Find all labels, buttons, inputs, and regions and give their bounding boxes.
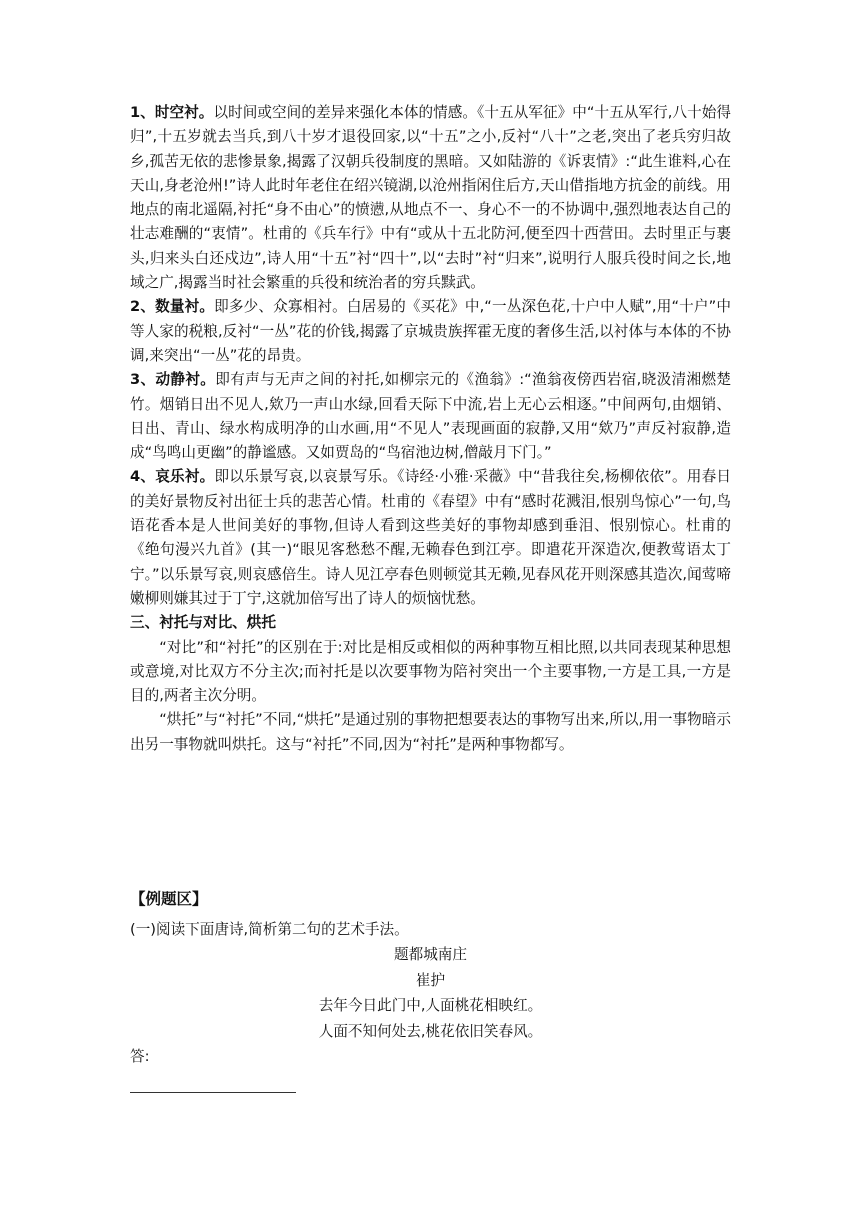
section-heading: 3、动静衬。 (130, 371, 216, 389)
section-text: 即有声与无声之间的衬托,如柳宗元的《渔翁》:“渔翁夜傍西岩宿,晓汲清湘燃楚竹。烟销日出不见人,欸乃一声山水绿,回看天际下中流,岩上无心云相逐。”中间两句,由烟销、日出、青山、绿水构成明净的山水画,用“不见人”表现画面的寂静,又用“欸乃”声反衬寂静,造成“鸟鸣山更幽”的静谧感。又如贾岛的“鸟宿池边树,僧敲月下门。” (130, 371, 731, 462)
poem-line-2: 人面不知何处去,桃花依旧笑春风。 (318, 1022, 543, 1040)
example-question: (一)阅读下面唐诗,简析第二句的艺术手法。 (130, 920, 409, 938)
section-text: 即以乐景写哀,以哀景写乐。《诗经·小雅·采薇》中“昔我往矣,杨柳依依”。用春日的美好景物反衬出征士兵的悲苦心情。杜甫的《春望》中有“感时花溅泪,恨别鸟惊心”一句,鸟语花香本是人世间美好的事物,但诗人看到这些美好的事物却感到垂泪、恨别惊心。杜甫的《绝句漫兴九首》(其一)“眼见客愁愁不醒,无赖春色到江亭。即遣花开深造次,便教莺语太丁宁。”以乐景写哀,则哀感倍生。诗人见江亭春色则顿觉其无赖,见春风花开则深感其造次,闻莺啼嫩柳则嫌其过于丁宁,这就加倍写出了诗人的烦恼忧愁。 (130, 468, 731, 607)
part3-paragraph-2: “烘托”与“衬托”不同,“烘托”是通过别的事物把想要表达的事物写出来,所以,用一事物暗示出另一事物就叫烘托。这与“衬托”不同,因为“衬托”是两种事物都写。 (130, 711, 731, 753)
section-heading: 2、数量衬。 (130, 298, 215, 316)
example-title: 【例题区】 (130, 890, 208, 908)
poem-title: 题都城南庄 (394, 946, 467, 963)
section-heading: 4、哀乐衬。 (130, 468, 215, 486)
poem-author: 崔护 (415, 971, 446, 989)
section-1 (130, 101, 731, 295)
section-2 (130, 295, 731, 368)
section-text: 以时间或空间的差异来强化本体的情感。《十五从军征》中“十五从军行,八十始得归”,十五岁就去当兵,到八十岁才退役回家,以“十五”之小,反衬“八十”之老,突出了老兵穷归故乡,孤苦无依的悲惨景象,揭露了汉朝兵役制度的黑暗。又如陆游的《诉衷情》:“此生谁料,心在天山,身老沧州!”诗人此时年老住在绍兴镜湖,以沧州指闲住后方,天山借指地方抗金的前线。用地点的南北遥隔,衬托“身不由心”的愤懑,从地点不一、身心不一的不协调中,强烈地表达自己的壮志难酬的“衷情”。杜甫的《兵车行》中有“或从十五北防河,便至四十西营田。去时里正与裹头,归来头白还戍边”,诗人用“十五”衬“四十”,以“去时”衬“归来”,说明行人服兵役时间之长,地域之广,揭露当时社会繁重的兵役和统治者的穷兵黩武。 (130, 104, 731, 292)
part3-heading-text: 三、衬托与对比、烘托 (130, 614, 276, 632)
part3-paragraph-1: “对比”和“衬托”的区别在于:对比是相反或相似的两种事物互相比照,以共同表现某种思想或意境,对比双方不分主次;而衬托是以次要事物为陪衬突出一个主要事物,一方是工具,一方是目的,两者主次分明。 (130, 638, 731, 705)
section-text: 即多少、众寡相衬。白居易的《买花》中,“一丛深色花,十户中人赋”,用“十户”中等人家的税粮,反衬“一丛”花的价钱,揭露了京城贵族挥霍无度的奢侈生活,以衬体与本体的不协调,来突出“一丛”花的昂贵。 (130, 298, 732, 364)
answer-label: 答: (130, 1048, 150, 1065)
section-3 (130, 368, 731, 465)
poem-line-1: 去年今日此门中,人面桃花相映红。 (318, 997, 543, 1014)
body-text (130, 101, 731, 757)
example-area (130, 887, 731, 1070)
part3-heading (130, 611, 731, 635)
section-4 (130, 465, 731, 611)
answer-underline[interactable] (130, 1092, 296, 1093)
section-heading: 1、时空衬。 (130, 104, 214, 121)
